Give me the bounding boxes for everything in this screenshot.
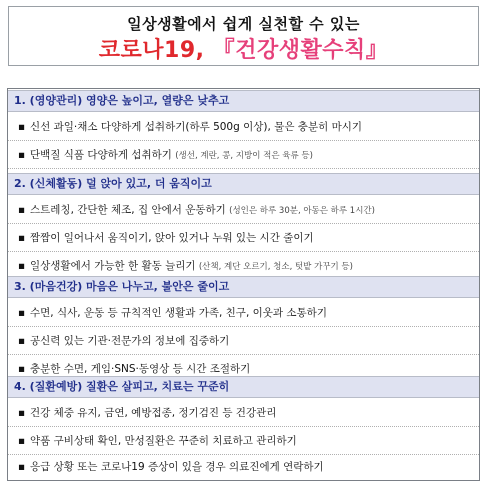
item-text: 단백질 식품 다양하게 섭취하기 — [30, 149, 172, 161]
item-note: (생선, 계란, 콩, 지방이 적은 육류 등) — [175, 151, 313, 161]
list-item — [8, 225, 479, 252]
bullet-icon: ▪ — [18, 461, 26, 473]
item-text: 약품 구비상태 확인, 만성질환은 꾸준히 치료하고 관리하기 — [30, 435, 297, 447]
list-item — [8, 197, 479, 224]
section-heading-mental-health: 3. (마음건강) 마음은 나누고, 불안은 줄이고 — [8, 276, 479, 298]
title-quote-open: 『 — [212, 38, 236, 63]
bullet-icon: ▪ — [18, 204, 26, 216]
list-item — [8, 428, 479, 455]
item-text: 일상생활에서 가능한 한 활동 늘리기 — [30, 260, 196, 272]
item-text: 충분한 수면, 게임·SNS·동영상 등 시간 조절하기 — [30, 363, 251, 375]
bullet-icon: ▪ — [18, 149, 26, 161]
item-text: 수면, 식사, 운동 등 규칙적인 생활과 가족, 친구, 이웃과 소통하기 — [30, 307, 327, 319]
list-item — [8, 142, 479, 169]
item-note: (산책, 계단 오르기, 청소, 텃밭 가꾸기 등) — [198, 262, 353, 272]
bullet-icon: ▪ — [18, 307, 26, 319]
section-heading-activity: 2. (신체활동) 덜 앉아 있고, 더 움직이고 — [8, 173, 479, 195]
title-quote: 건강생활수칙 — [235, 38, 366, 63]
item-text: 신선 과일·채소 다양하게 섭취하기(하루 500g 이상), 물은 충분히 마시기 — [30, 121, 362, 133]
item-text: 공신력 있는 기관·전문가의 정보에 집중하기 — [30, 335, 230, 347]
bullet-icon: ▪ — [18, 435, 26, 447]
bullet-icon: ▪ — [18, 260, 26, 272]
item-note: (성인은 하루 30분, 아동은 하루 1시간) — [229, 206, 375, 216]
list-item — [8, 400, 479, 427]
item-text: 스트레칭, 간단한 체조, 집 안에서 운동하기 — [30, 204, 226, 216]
bullet-icon: ▪ — [18, 363, 26, 375]
list-item — [8, 300, 479, 327]
bullet-icon: ▪ — [18, 232, 26, 244]
section-heading-disease-prevention: 4. (질환예방) 질환은 살피고, 치료는 꾸준히 — [8, 376, 479, 398]
list-item — [8, 328, 479, 355]
title-main: 코로나19, — [98, 38, 205, 63]
title-heading — [9, 33, 478, 64]
bullet-icon: ▪ — [18, 121, 26, 133]
title-quote-close: 』 — [365, 38, 389, 63]
list-item — [8, 114, 479, 141]
bullet-icon: ▪ — [18, 335, 26, 347]
item-text: 응급 상황 또는 코로나19 증상이 있을 경우 의료진에게 연락하기 — [30, 461, 324, 473]
item-text: 건강 체중 유지, 금연, 예방접종, 정기검진 등 건강관리 — [30, 407, 277, 419]
title-subheading: 일상생활에서 쉽게 실천할 수 있는 — [127, 15, 360, 33]
title-box — [8, 6, 479, 66]
guidelines-box — [7, 88, 480, 481]
bullet-icon: ▪ — [18, 407, 26, 419]
item-text: 짬짬이 일어나서 움직이기, 앉아 있거나 누워 있는 시간 줄이기 — [30, 232, 314, 244]
list-item — [8, 454, 479, 481]
section-heading-nutrition: 1. (영양관리) 영양은 높이고, 열량은 낮추고 — [8, 90, 479, 112]
